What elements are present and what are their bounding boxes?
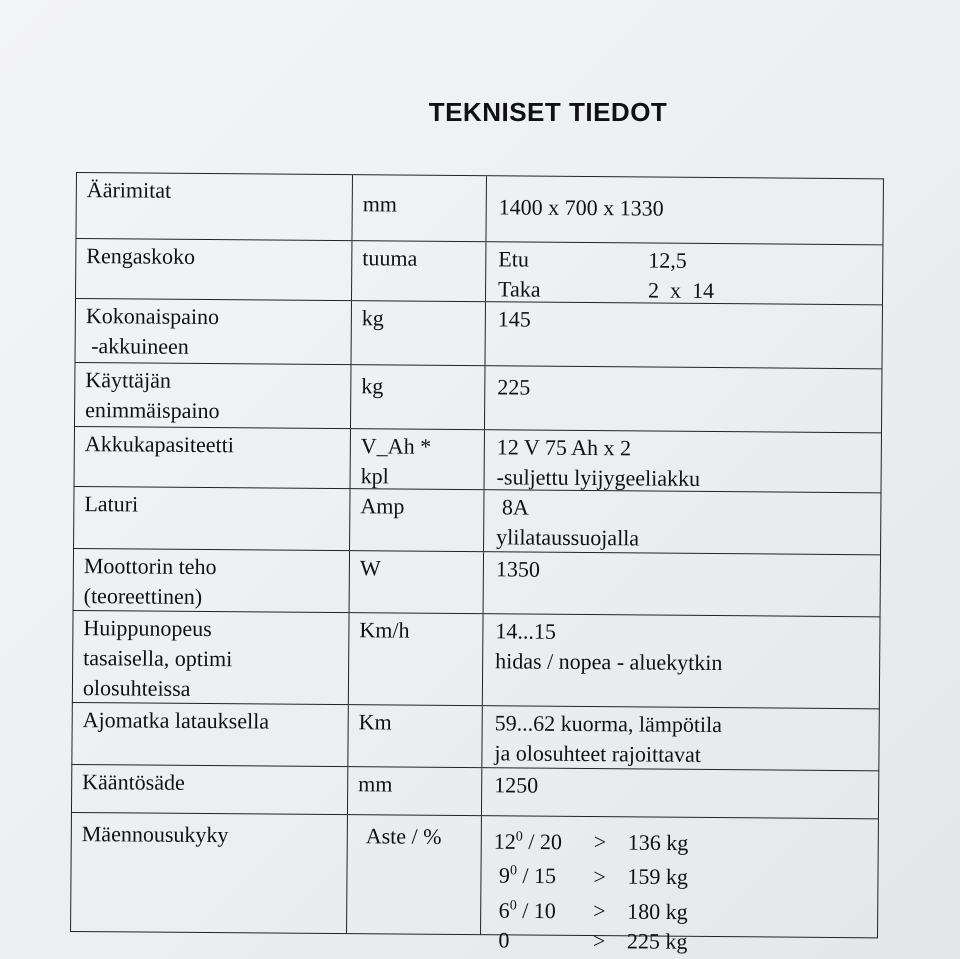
row-unit: kg — [351, 301, 485, 365]
row-value: 1350 — [495, 556, 540, 582]
row-unit: Amp — [350, 489, 484, 551]
row-unit: mm — [348, 767, 482, 815]
row-value: 14...15 hidas / nopea - aluekytkin — [495, 618, 723, 676]
table-row — [73, 548, 881, 616]
row-value: 145 — [497, 306, 531, 332]
table-row — [70, 812, 879, 954]
row-unit: mm — [352, 175, 487, 241]
row-value: $12^0 / 20 > 136$ kg $9^0 / 15 > 159$ kg $6^0 / 10 > 180$ kg 0 > 225 kg — [493, 828, 689, 954]
row-unit: tuuma — [352, 241, 486, 301]
row-label: Kääntösäde — [72, 765, 348, 814]
row-label: Laturi — [74, 487, 350, 550]
row-label: Rengaskoko — [76, 239, 352, 300]
row-label: Kokonaispaino -akkuineen — [76, 299, 352, 364]
row-label: Huippunopeus tasaisella, optimi olosuhteissa — [73, 611, 350, 704]
row-unit: Km — [348, 705, 482, 767]
row-unit: Km/h — [349, 613, 484, 705]
row-unit: Aste / % — [347, 815, 482, 934]
row-value: 1400 x 700 x 1330 — [498, 194, 664, 221]
row-value: Etu 12,5 Taka 2 x 14 — [497, 246, 715, 304]
row-value: 1250 — [494, 772, 539, 798]
row-value: 12 V 75 Ah x 2 -suljettu lyijygeeliakku — [496, 434, 701, 491]
row-value: 225 — [497, 374, 531, 400]
table-row — [72, 610, 881, 708]
row-label: Moottorin teho (teoreettinen) — [74, 549, 350, 612]
table-row — [75, 238, 883, 304]
table-row — [75, 298, 883, 368]
row-value: 59...62 kuorma, lämpötila ja olosuhteet rajoittavat — [494, 710, 723, 767]
row-label: Akkukapasiteetti — [75, 427, 351, 488]
row-label: Ajomatka latauksella — [72, 703, 348, 766]
row-unit: V_Ah * kpl — [351, 429, 485, 489]
row-value: 8A ylilataussuojalla — [496, 494, 640, 551]
table-row — [75, 172, 883, 244]
page-title: TEKNISET TIEDOT — [428, 97, 668, 127]
row-label: Käyttäjän enimmäispaino — [75, 363, 351, 428]
table-row — [71, 764, 879, 818]
table-row — [74, 362, 882, 432]
spec-table — [70, 172, 884, 954]
table-row — [71, 702, 879, 770]
table-row — [74, 426, 882, 492]
row-label: Mäennousukyky — [71, 813, 348, 933]
row-label: Äärimitat — [76, 173, 353, 240]
table-row — [73, 486, 881, 554]
row-unit: W — [350, 551, 484, 613]
row-unit: kg — [351, 365, 485, 429]
